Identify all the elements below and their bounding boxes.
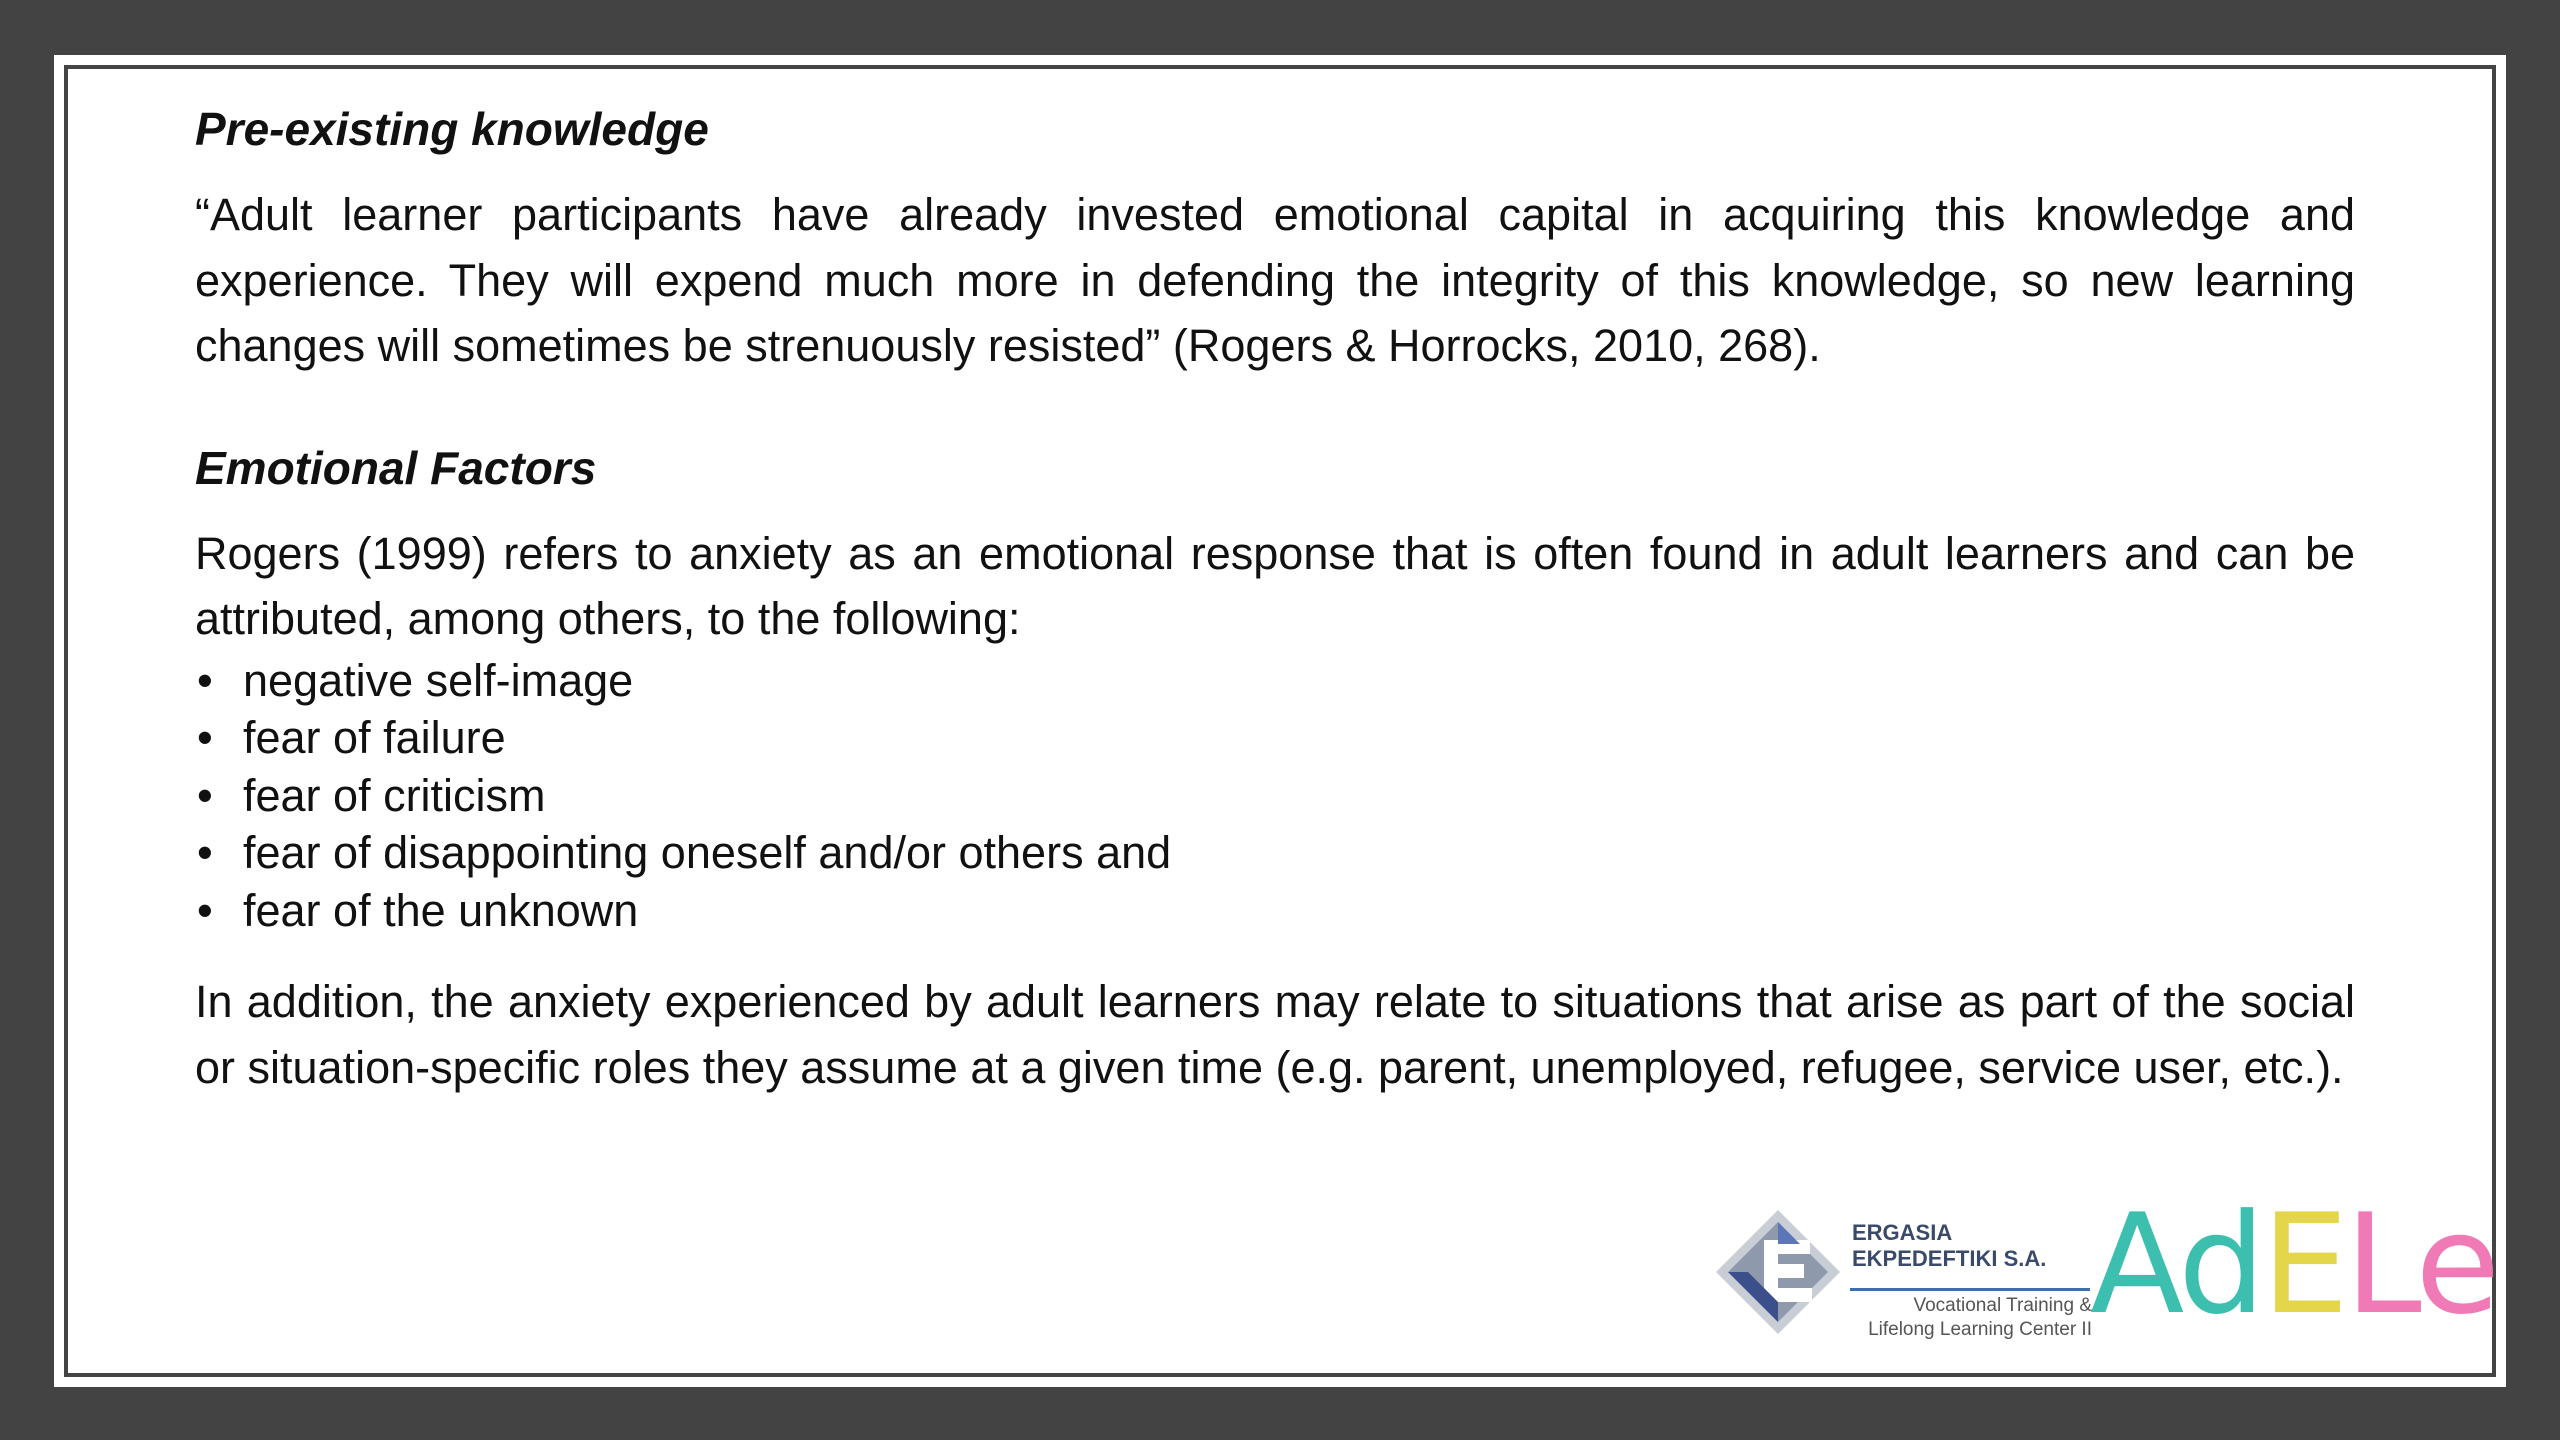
heading-pre-existing-knowledge: Pre-existing knowledge: [195, 103, 709, 155]
closing-paragraph: In addition, the anxiety experienced by adult learners may relate to situations that arise as part of the social or situation-specific roles they assume at a given time (e.g. parent, unemployed, refugee, service user, etc.).: [195, 976, 2355, 1093]
list-item: • fear of failure: [195, 709, 2355, 767]
adele-letter: E: [2261, 1184, 2345, 1345]
bullet-icon: •: [197, 712, 213, 763]
list-item: • fear of the unknown: [195, 882, 2355, 940]
list-item: • fear of criticism: [195, 767, 2355, 825]
slide-content: [195, 96, 2355, 1100]
quote-paragraph: “Adult learner participants have already invested emotional capital in acquiring this knowledge and experience. They will expend much more in defending the integrity of this knowledge, so new learning changes will sometimes be strenuously resisted” (Rogers & Horrocks, 2010, 268).: [195, 189, 2355, 371]
ergasia-tagline: Vocational Training & Lifelong Learning Center II: [1868, 1295, 2092, 1340]
bullet-icon: •: [197, 654, 213, 706]
list-item: • negative self-image: [195, 652, 2355, 710]
bullet-icon: •: [197, 769, 213, 821]
adele-letter: e: [2415, 1184, 2497, 1345]
adele-logo: [2090, 1184, 2497, 1345]
ergasia-company-name: ERGASIA EKPEDEFTIKI S.A.: [1852, 1220, 2047, 1271]
logos: [1700, 1184, 2497, 1360]
heading-emotional-factors: Emotional Factors: [195, 441, 597, 494]
bullet-icon: •: [197, 884, 213, 936]
adele-letter: L: [2344, 1184, 2416, 1345]
bullet-icon: •: [197, 827, 213, 878]
anxiety-causes-list: [195, 652, 2355, 940]
list-item: • fear of disappointing oneself and/or others and: [195, 824, 2355, 882]
adele-letter: d: [2177, 1184, 2262, 1345]
ergasia-divider: [1850, 1288, 2090, 1291]
intro-paragraph: Rogers (1999) refers to anxiety as an emotional response that is often found in adult learners and can be attributed, among others, to the following:: [195, 527, 2355, 644]
adele-letter: A: [2090, 1184, 2178, 1345]
